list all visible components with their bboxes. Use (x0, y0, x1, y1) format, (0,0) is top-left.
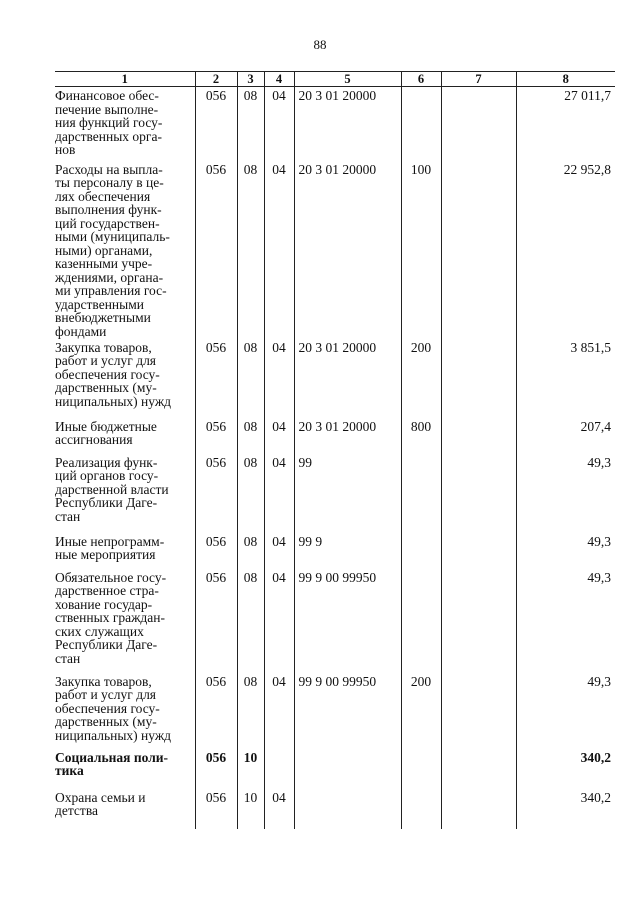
row-name-text: Закупка товаров, работ и услуг для обеспечения госу- дарственных (му- ниципальных) нужд (55, 339, 172, 409)
row-name-text: Иные непрограмм- ные мероприятия (55, 533, 165, 562)
cell-target-article: 20 3 01 20000 (294, 418, 401, 454)
cell-ministry-code: 056 (195, 673, 237, 749)
cell-amount: 49,3 (516, 569, 615, 673)
cell-target-article (294, 749, 401, 789)
cell-section: 08 (237, 418, 264, 454)
header-col-7: 7 (441, 72, 516, 87)
cell-amount: 3 851,5 (516, 339, 615, 418)
cell-section: 08 (237, 673, 264, 749)
cell-subsection: 04 (264, 339, 294, 418)
cell-name (55, 789, 195, 829)
cell-amount: 340,2 (516, 749, 615, 789)
header-col-2: 2 (195, 72, 237, 87)
cell-col-7 (441, 673, 516, 749)
budget-table (55, 71, 615, 829)
cell-expense-type (401, 87, 441, 161)
row-name-text: Иные бюджетные ассигнования (55, 418, 157, 447)
table-row (55, 87, 615, 161)
header-col-5: 5 (294, 72, 401, 87)
cell-name (55, 454, 195, 533)
cell-expense-type (401, 533, 441, 569)
cell-subsection: 04 (264, 789, 294, 829)
cell-ministry-code: 056 (195, 789, 237, 829)
cell-subsection: 04 (264, 87, 294, 161)
cell-expense-type (401, 454, 441, 533)
cell-section: 08 (237, 569, 264, 673)
table-row (55, 569, 615, 673)
cell-ministry-code: 056 (195, 454, 237, 533)
row-name-text: Закупка товаров, работ и услуг для обеспечения госу- дарственных (му- ниципальных) нужд (55, 673, 172, 743)
cell-expense-type: 800 (401, 418, 441, 454)
cell-col-7 (441, 87, 516, 161)
table-row (55, 673, 615, 749)
cell-name (55, 161, 195, 339)
cell-expense-type (401, 749, 441, 789)
cell-col-7 (441, 339, 516, 418)
cell-target-article: 20 3 01 20000 (294, 339, 401, 418)
cell-amount: 27 011,7 (516, 87, 615, 161)
cell-name (55, 87, 195, 161)
cell-ministry-code: 056 (195, 569, 237, 673)
cell-ministry-code: 056 (195, 533, 237, 569)
table-row (55, 418, 615, 454)
cell-section: 10 (237, 749, 264, 789)
cell-target-article: 20 3 01 20000 (294, 87, 401, 161)
cell-section: 08 (237, 161, 264, 339)
cell-target-article: 20 3 01 20000 (294, 161, 401, 339)
header-col-6: 6 (401, 72, 441, 87)
cell-amount: 340,2 (516, 789, 615, 829)
cell-col-7 (441, 749, 516, 789)
cell-name (55, 418, 195, 454)
cell-col-7 (441, 161, 516, 339)
cell-target-article: 99 9 00 99950 (294, 569, 401, 673)
cell-expense-type (401, 789, 441, 829)
cell-ministry-code: 056 (195, 161, 237, 339)
cell-target-article: 99 9 00 99950 (294, 673, 401, 749)
header-col-8: 8 (516, 72, 615, 87)
cell-target-article (294, 789, 401, 829)
header-col-1: 1 (55, 72, 195, 87)
header-col-4: 4 (264, 72, 294, 87)
cell-subsection: 04 (264, 161, 294, 339)
cell-name (55, 569, 195, 673)
cell-expense-type: 200 (401, 673, 441, 749)
row-name-text: Финансовое обес- печение выполне- ния функций госу- дарственных орга- нов (55, 88, 163, 157)
table-row (55, 339, 615, 418)
cell-ministry-code: 056 (195, 418, 237, 454)
table-header-row (55, 72, 615, 87)
cell-col-7 (441, 533, 516, 569)
cell-section: 08 (237, 454, 264, 533)
cell-expense-type: 100 (401, 161, 441, 339)
row-name-text: Охрана семьи и детства (55, 789, 146, 818)
cell-amount: 49,3 (516, 454, 615, 533)
cell-amount: 22 952,8 (516, 161, 615, 339)
cell-amount: 207,4 (516, 418, 615, 454)
cell-subsection: 04 (264, 533, 294, 569)
table-row (55, 749, 615, 789)
cell-name (55, 673, 195, 749)
row-name-text: Реализация функ- ций органов госу- дарственной власти Республики Даге- стан (55, 454, 169, 524)
cell-section: 10 (237, 789, 264, 829)
cell-section: 08 (237, 87, 264, 161)
table-row (55, 789, 615, 829)
cell-section: 08 (237, 339, 264, 418)
cell-target-article: 99 9 (294, 533, 401, 569)
cell-name (55, 749, 195, 789)
table-row (55, 454, 615, 533)
cell-col-7 (441, 418, 516, 454)
cell-amount: 49,3 (516, 533, 615, 569)
cell-name (55, 533, 195, 569)
cell-subsection (264, 749, 294, 789)
row-name-text: Социальная поли- тика (55, 749, 169, 778)
cell-ministry-code: 056 (195, 339, 237, 418)
row-name-text: Обязательное госу- дарственное стра- хование государ- ственных граждан- ских служащих Республики Даге- стан (55, 569, 167, 666)
cell-col-7 (441, 789, 516, 829)
cell-target-article: 99 (294, 454, 401, 533)
row-name-text: Расходы на выпла- ты персоналу в це- лях обеспечения выполнения функ- ций государствен- ными (муниципаль- ными) органами, казенными учре- ждениями, органа- ми управления гос- ударственными внебюджетными фондами (55, 161, 170, 339)
cell-name (55, 339, 195, 418)
cell-section: 08 (237, 533, 264, 569)
header-col-3: 3 (237, 72, 264, 87)
cell-subsection: 04 (264, 673, 294, 749)
table-row (55, 161, 615, 339)
cell-subsection: 04 (264, 454, 294, 533)
cell-subsection: 04 (264, 418, 294, 454)
cell-ministry-code: 056 (195, 749, 237, 789)
cell-expense-type (401, 569, 441, 673)
page-number: 88 (313, 37, 327, 52)
cell-ministry-code: 056 (195, 87, 237, 161)
cell-col-7 (441, 454, 516, 533)
cell-col-7 (441, 569, 516, 673)
cell-amount: 49,3 (516, 673, 615, 749)
cell-subsection: 04 (264, 569, 294, 673)
table-row (55, 533, 615, 569)
cell-expense-type: 200 (401, 339, 441, 418)
